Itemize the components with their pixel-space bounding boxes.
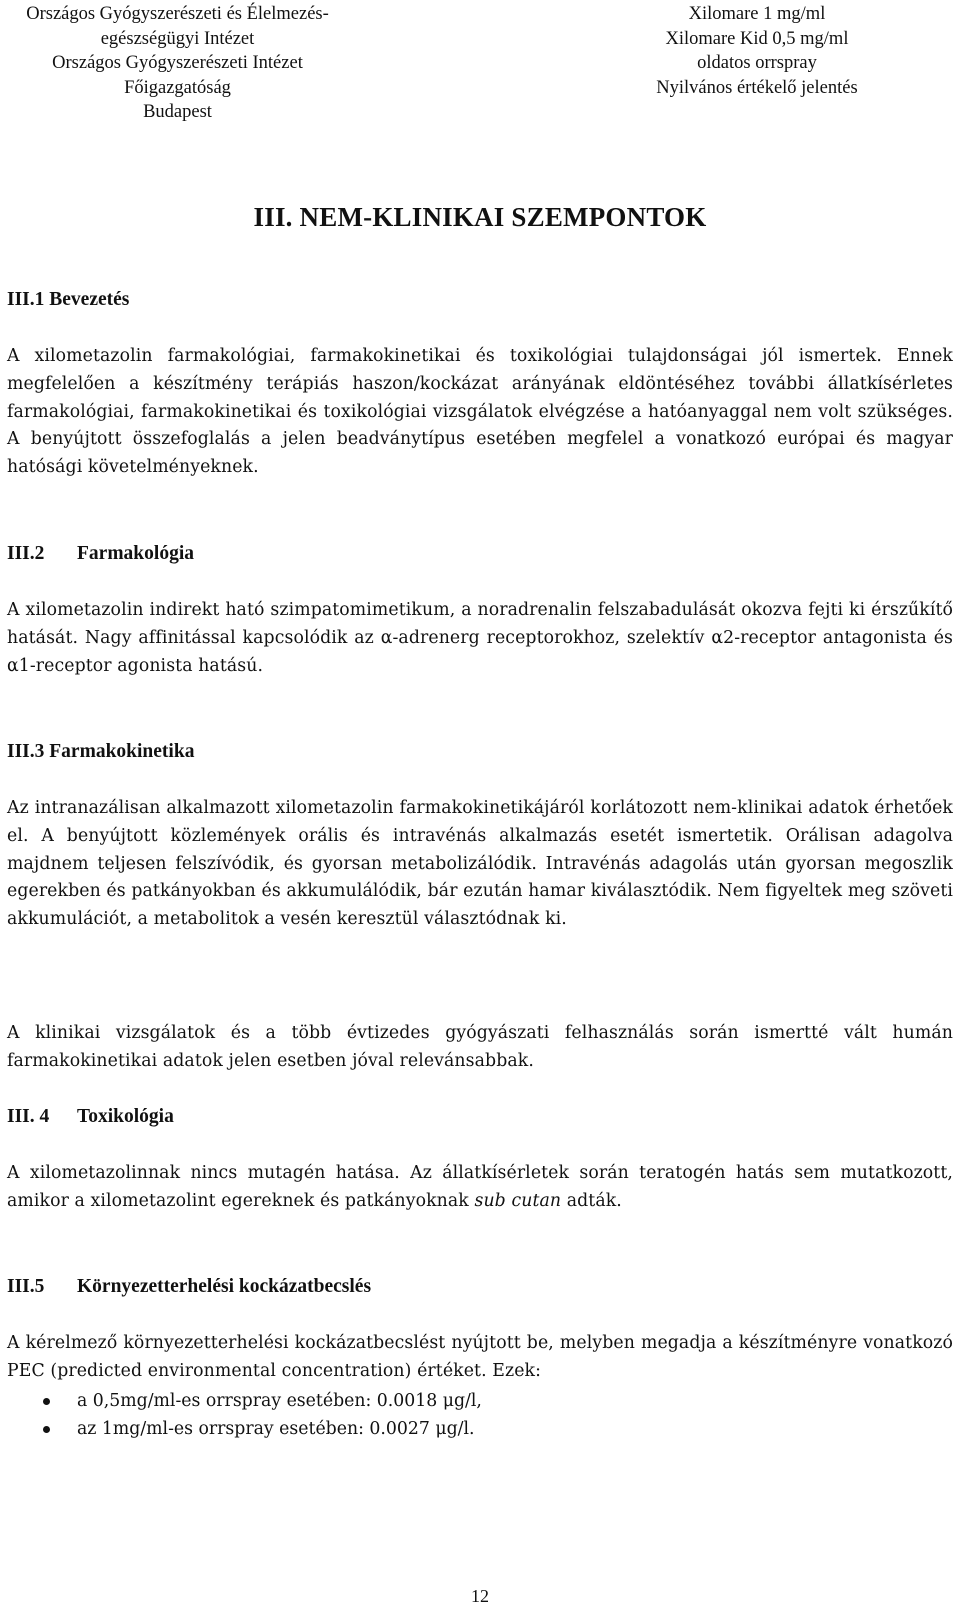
bullet-icon (43, 1398, 50, 1405)
section-paragraph-pharmacokinetics-2: A klinikai vizsgálatok és a több évtizedes gyógyászati felhasználás során ismertté vált humán farmakokinetikai adatok jelen esetben jóval relevánsabbak. (7, 1023, 953, 1071)
section-paragraph-toxicology (7, 1160, 953, 1216)
bullet-icon (43, 1426, 50, 1433)
section-heading-pharmacokinetics: III.3 Farmakokinetika (7, 741, 195, 762)
header-left-line: Budapest (143, 102, 212, 122)
header-left-line: Főigazgatóság (124, 77, 231, 98)
pec-value-list (7, 1387, 953, 1443)
header-left-line: egészségügyi Intézet (100, 28, 255, 49)
header-right-line: oldatos orrspray (697, 53, 817, 73)
section-paragraph-pharmacology: A xilometazolin indirekt ható szimpatomimetikum, a noradrenalin felszabadulását okozva fejti ki érszűkítő hatását. Nagy affinitással kapcsolódik az α-adrenerg receptorokhoz, szelektív α2-receptor antagonista és α1-receptor agonista hatású. (7, 600, 953, 676)
header-left-line: Országos Gyógyszerészeti Intézet (52, 53, 303, 73)
section-paragraph-pharmacokinetics-1: Az intranazálisan alkalmazott xilometazolin farmakokinetikájáról korlátozott nem-klinikai adatok érhetőek el. A benyújtott közlemények orális és intravénás alkalmazás esetét ismertetik. Orálisan adagolva majdnem teljesen felszívódik, és gyorsan metabolizálódik. Intravénás adagolás után gyorsan megoszlik egerekben és patkányokban és akkumulálódik, bár ezután hamar kiválasztódik. Nem figyeltek meg szöveti akkumulációt, a metabolitok a vesén keresztül választódnak ki. (7, 798, 953, 930)
section-heading-environmental-risk (7, 1276, 371, 1298)
section-number: III.2 (7, 543, 45, 564)
header-product (622, 2, 892, 100)
section-number: III.5 (7, 1276, 45, 1297)
page-number: 12 (471, 1586, 489, 1606)
list-item-text: az 1mg/ml-es orrspray esetében: 0.0027 μg/l. (77, 1419, 475, 1439)
section-heading-introduction: III.1 Bevezetés (7, 289, 130, 310)
section-number: III. 4 (7, 1106, 50, 1127)
header-right-line: Xilomare Kid 0,5 mg/ml (665, 28, 849, 49)
section-title: Farmakológia (77, 543, 194, 564)
section-paragraph-environmental-risk: A kérelmező környezetterhelési kockázatbecslést nyújtott be, melyben megadja a készítményre vonatkozó PEC (predicted environmental concentration) értéket. Ezek: (7, 1333, 953, 1381)
header-left-line: Országos Gyógyszerészeti és Élelmezés- (26, 4, 329, 24)
page-title: III. NEM-KLINIKAI SZEMPONTOK (253, 202, 707, 232)
section-title: Környezetterhelési kockázatbecslés (77, 1276, 372, 1297)
section-title: Toxikológia (77, 1106, 174, 1127)
header-right-line: Xilomare 1 mg/ml (688, 4, 826, 24)
list-item-text: a 0,5mg/ml-es orrspray esetében: 0.0018 μg/l, (77, 1391, 482, 1411)
section-paragraph-introduction: A xilometazolin farmakológiai, farmakokinetikai és toxikológiai tulajdonságai jól ismertek. Ennek megfelelően a készítmény terápiás haszon/kockázat arányának eldöntéséhez további állatkísérletes farmakológiai, farmakokinetikai és toxikológiai vizsgálatok elvégzése a hatóanyaggal nem volt szükséges. A benyújtott összefoglalás a jelen beadványtípus esetében megfelel a vonatkozó európai és magyar hatósági követelményeknek. (7, 346, 953, 478)
toxicology-text-end: adták. (566, 1190, 622, 1211)
toxicology-text: A xilometazolinnak nincs mutagén hatása. Az állatkísérletek során teratogén hatás sem mutatkozott, amikor a xilometazolint egereknek és patkányoknak (7, 1163, 953, 1211)
list-item (7, 1415, 953, 1443)
section-heading-pharmacology (7, 543, 194, 565)
header-institution (0, 2, 355, 125)
toxicology-italic-term: sub cutan (474, 1190, 562, 1211)
list-item (7, 1387, 953, 1415)
header-right-line: Nyilvános értékelő jelentés (656, 77, 858, 98)
section-heading-toxicology (7, 1106, 174, 1128)
